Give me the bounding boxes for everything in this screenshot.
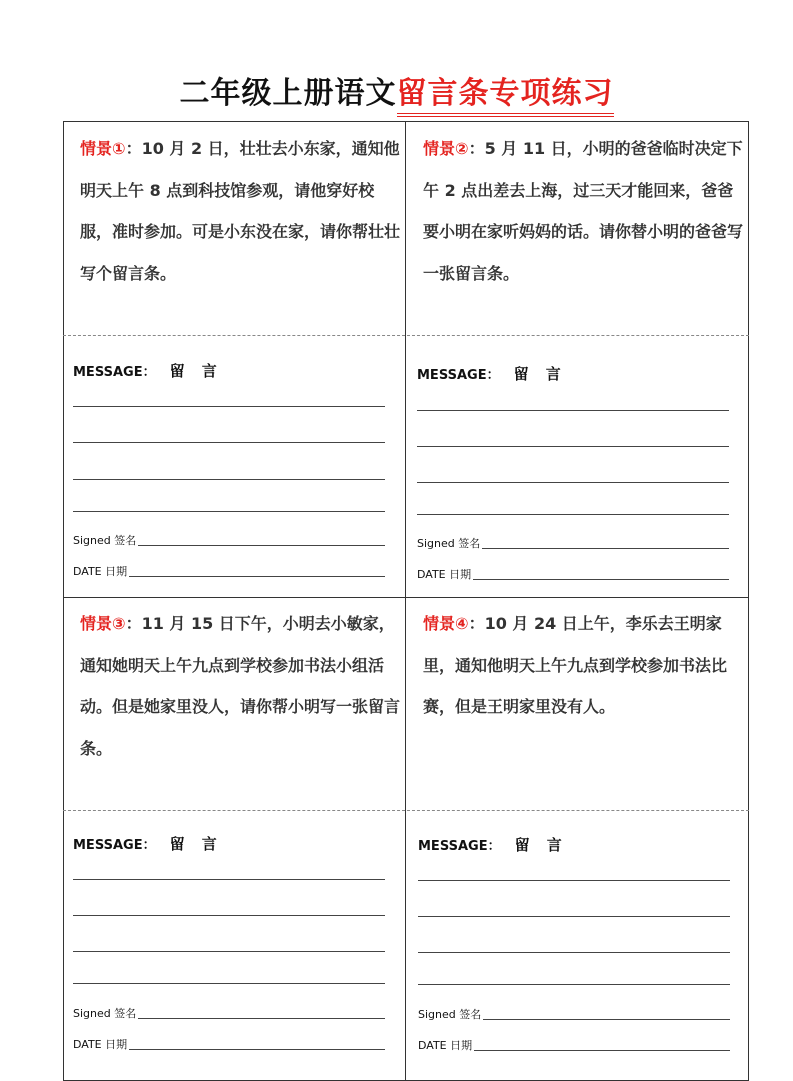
writing-line[interactable] <box>73 511 385 512</box>
writing-line[interactable] <box>418 952 730 953</box>
message-heading-1 <box>73 360 387 381</box>
signed-field-3[interactable] <box>73 1007 385 1021</box>
writing-line[interactable] <box>73 915 385 916</box>
date-field-4[interactable] <box>418 1039 730 1053</box>
message-label: MESSAGE： <box>73 365 156 380</box>
message-heading-4 <box>418 834 732 855</box>
date-field-1[interactable] <box>73 565 385 579</box>
message-label: MESSAGE： <box>417 368 500 383</box>
message-label: MESSAGE： <box>73 838 156 853</box>
scenario-3-text: ：11 月 15 日下午，小明去小敏家，通知她明天上午九点到学校参加书法小组活动。但是她家里没人，请你帮小明写一张留言条。 <box>80 614 401 758</box>
scenario-2-text: ：5 月 11 日，小明的爸爸临时决定下午 2 点出差去上海，过三天才能回来，爸爸要小明在家听妈妈的话。请你替小明的爸爸写一张留言条。 <box>423 139 744 283</box>
date-label: DATE 日期 <box>418 1039 473 1052</box>
date-field-3[interactable] <box>73 1038 385 1052</box>
signed-line[interactable] <box>483 1019 730 1020</box>
scenario-3 <box>80 603 402 769</box>
date-line[interactable] <box>129 1049 385 1050</box>
date-line[interactable] <box>474 1050 730 1051</box>
writing-line[interactable] <box>418 916 730 917</box>
writing-line[interactable] <box>418 880 730 881</box>
scenario-1 <box>80 128 402 294</box>
signed-label: Signed 签名 <box>418 1008 482 1021</box>
signed-line[interactable] <box>138 545 385 546</box>
message-heading-3 <box>73 833 387 854</box>
writing-line[interactable] <box>73 879 385 880</box>
date-label: DATE 日期 <box>417 568 472 581</box>
title-red: 留言条专项练习 <box>396 76 614 111</box>
signed-label: Signed 签名 <box>73 1007 137 1020</box>
signed-line[interactable] <box>482 548 729 549</box>
dashed-divider-top <box>63 335 749 336</box>
scenario-4 <box>423 603 745 728</box>
message-label: MESSAGE： <box>418 839 501 854</box>
writing-line[interactable] <box>417 446 729 447</box>
signed-field-2[interactable] <box>417 537 729 551</box>
message-cn-label: 留 言 <box>169 362 223 380</box>
message-cn-label: 留 言 <box>169 835 223 853</box>
scenario-4-label: 情景④ <box>423 614 469 633</box>
scenario-2-label: 情景② <box>423 139 469 158</box>
writing-line[interactable] <box>417 514 729 515</box>
page-title <box>0 68 793 112</box>
date-label: DATE 日期 <box>73 1038 128 1051</box>
date-field-2[interactable] <box>417 568 729 582</box>
title-black: 二年级上册语文 <box>179 76 397 111</box>
message-heading-2 <box>417 363 731 384</box>
signed-line[interactable] <box>138 1018 385 1019</box>
writing-line[interactable] <box>73 442 385 443</box>
scenario-1-label: 情景① <box>80 139 126 158</box>
signed-label: Signed 签名 <box>417 537 481 550</box>
writing-line[interactable] <box>73 951 385 952</box>
date-line[interactable] <box>129 576 385 577</box>
dashed-divider-bottom <box>63 810 749 811</box>
signed-field-4[interactable] <box>418 1008 730 1022</box>
writing-line[interactable] <box>73 983 385 984</box>
date-line[interactable] <box>473 579 729 580</box>
message-cn-label: 留 言 <box>513 365 567 383</box>
writing-line[interactable] <box>73 406 385 407</box>
writing-line[interactable] <box>417 482 729 483</box>
scenario-1-text: ：10 月 2 日，壮壮去小东家，通知他明天上午 8 点到科技馆参观，请他穿好校服，准时参加。可是小东没在家，请你帮壮壮写个留言条。 <box>80 139 401 283</box>
signed-field-1[interactable] <box>73 534 385 548</box>
signed-label: Signed 签名 <box>73 534 137 547</box>
scenario-4-text: ：10 月 24 日上午，李乐去王明家里，通知他明天上午九点到学校参加书法比赛，但是王明家里没有人。 <box>423 614 728 716</box>
message-cn-label: 留 言 <box>514 836 568 854</box>
writing-line[interactable] <box>73 479 385 480</box>
grid-divider-vertical <box>405 121 406 1081</box>
writing-line[interactable] <box>417 410 729 411</box>
scenario-3-label: 情景③ <box>80 614 126 633</box>
scenario-2 <box>423 128 745 294</box>
date-label: DATE 日期 <box>73 565 128 578</box>
grid-divider-horizontal <box>63 597 749 598</box>
writing-line[interactable] <box>418 984 730 985</box>
